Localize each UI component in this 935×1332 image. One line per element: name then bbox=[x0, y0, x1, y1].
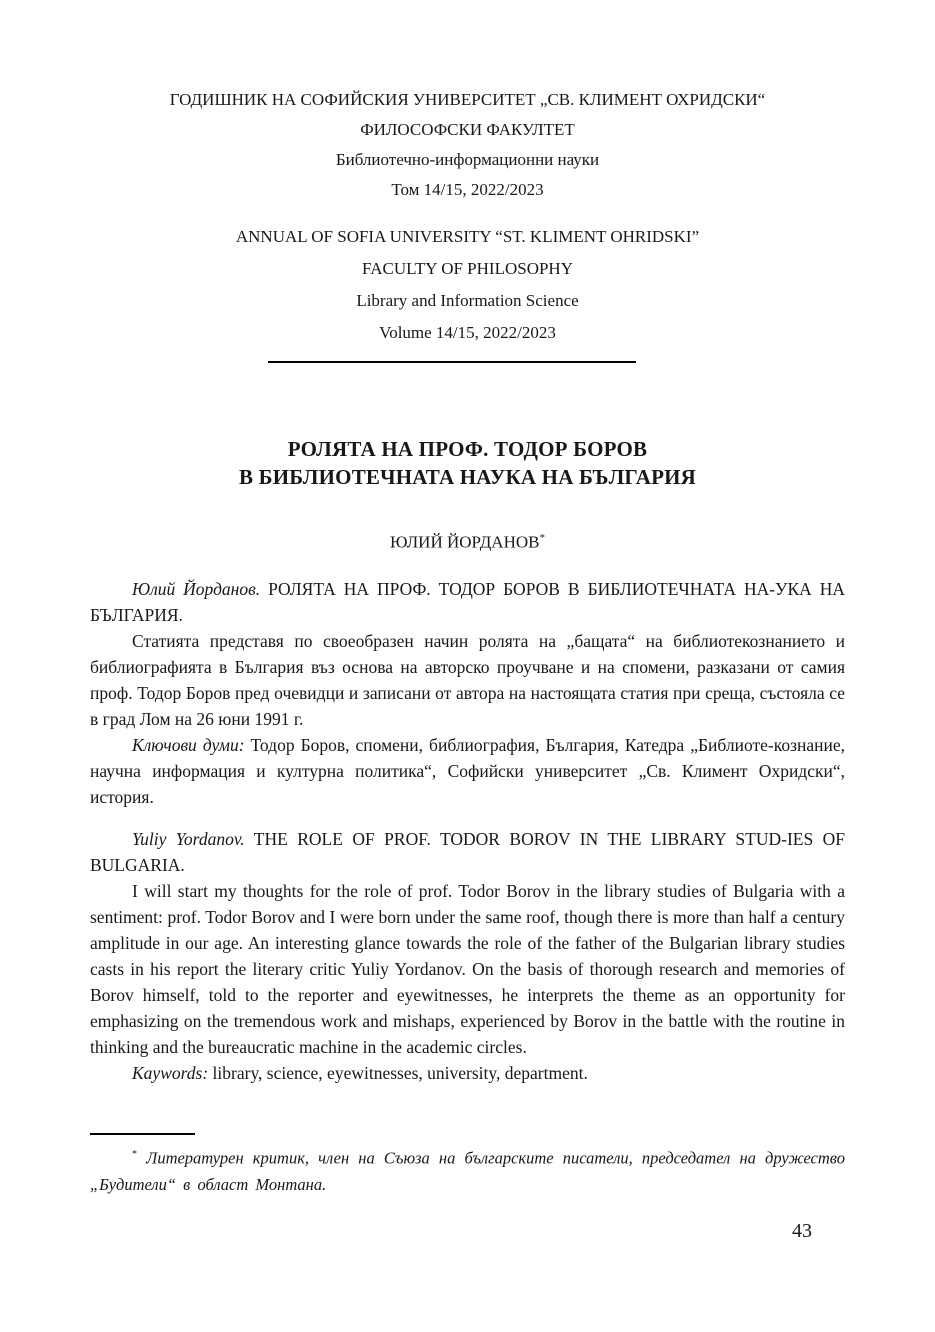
abstract-en-keywords-label: Kaywords: bbox=[132, 1062, 209, 1083]
abstract-bg-keywords-label: Ключови думи: bbox=[132, 734, 245, 755]
footnote-mark: * bbox=[132, 1149, 137, 1160]
abstract-en-heading bbox=[90, 826, 845, 878]
abstract-bg-heading bbox=[90, 576, 845, 628]
journal-title-en: ANNUAL OF SOFIA UNIVERSITY “ST. KLIMENT OHRIDSKI” bbox=[235, 227, 700, 246]
masthead-bulgarian bbox=[90, 85, 845, 205]
masthead-english bbox=[90, 221, 845, 349]
abstract-en-body: I will start my thoughts for the role of prof. Todor Borov in the library studies of Bulgaria with a sentiment: prof. Todor Borov and I were born under the same roof, though there is more than half a century amplitude in our age. An interesting glance towards the role of the father of the Bulgarian library studies casts in his report the literary critic Yuliy Yordanov. On the basis of thorough research and memories of Borov himself, told to the reporter and eyewitnesses, he interprets the theme as an opportunity for emphasizing on the tremendous work and mishaps, experienced by Borov in the battle with the routine in thinking and the bureaucratic machine in the academic circles. bbox=[90, 880, 845, 1057]
footnote-block bbox=[90, 1133, 845, 1198]
footnote-text bbox=[90, 1142, 845, 1198]
abstract-bg-keywords bbox=[90, 732, 845, 810]
abstract-en-heading-text: THE ROLE OF PROF. TODOR BOROV IN THE LIBRARY STUD-IES OF BULGARIA. bbox=[90, 828, 846, 875]
author-footnote-mark: * bbox=[539, 532, 545, 544]
abstract-en-author: Yuliy Yordanov. bbox=[132, 828, 245, 849]
footnote-body: Литературен критик, член на Съюза на българските писатели, председател на дружество „Будители“ в област Монтана. bbox=[90, 1148, 845, 1194]
author-line bbox=[90, 532, 845, 553]
abstract-english bbox=[90, 826, 845, 1086]
text-block bbox=[90, 0, 845, 1086]
series-name-bg: Библиотечно-информационни науки bbox=[335, 150, 600, 169]
faculty-name-en: FACULTY OF PHILOSOPHY bbox=[362, 259, 573, 278]
faculty-name-bg: ФИЛОСОФСКИ ФАКУЛТЕТ bbox=[360, 120, 575, 139]
masthead-divider-rule bbox=[268, 361, 636, 363]
series-name-en: Library and Information Science bbox=[356, 291, 579, 310]
abstract-bg-keywords-list: Тодор Боров, спомени, библиография, България, Катедра „Библиоте-кознание, научна информация и културна политика“, Софийски университет „Св. Климент Охридски“, история. bbox=[90, 734, 845, 807]
article-title-line-2: В БИБЛИОТЕЧНАТА НАУКА НА БЪЛГАРИЯ bbox=[238, 465, 697, 489]
journal-title-bg: ГОДИШНИК НА СОФИЙСКИЯ УНИВЕРСИТЕТ „СВ. КЛИМЕНТ ОХРИДСКИ“ bbox=[169, 90, 766, 109]
abstract-bg-body: Статията представя по своеобразен начин ролята на „бащата“ на библиотекознанието и библиографията в България въз основа на авторско проучване и на спомени, разказани от самия проф. Тодор Боров пред очевидци и записани от автора на настоящата статия при среща, състояла се в град Лом на 26 юни 1991 г. bbox=[90, 630, 845, 729]
author-name: ЮЛИЙ ЙОРДАНОВ bbox=[390, 532, 540, 552]
article-title-line-1: РОЛЯТА НА ПРОФ. ТОДОР БОРОВ bbox=[287, 437, 648, 461]
abstract-en-keywords bbox=[90, 1060, 845, 1086]
footnote-rule bbox=[90, 1133, 195, 1135]
abstract-bg-author: Юлий Йорданов. bbox=[132, 578, 261, 599]
volume-info-bg: Том 14/15, 2022/2023 bbox=[391, 180, 544, 199]
article-title bbox=[90, 435, 845, 491]
abstract-en-keywords-list: library, science, eyewitnesses, university, department. bbox=[208, 1062, 588, 1083]
abstract-bg-heading-text: РОЛЯТА НА ПРОФ. ТОДОР БОРОВ В БИБЛИОТЕЧНАТА НА-УКА НА БЪЛГАРИЯ. bbox=[90, 578, 846, 625]
volume-info-en: Volume 14/15, 2022/2023 bbox=[379, 323, 556, 342]
page-number: 43 bbox=[792, 1220, 812, 1242]
abstract-bulgarian bbox=[90, 576, 845, 810]
